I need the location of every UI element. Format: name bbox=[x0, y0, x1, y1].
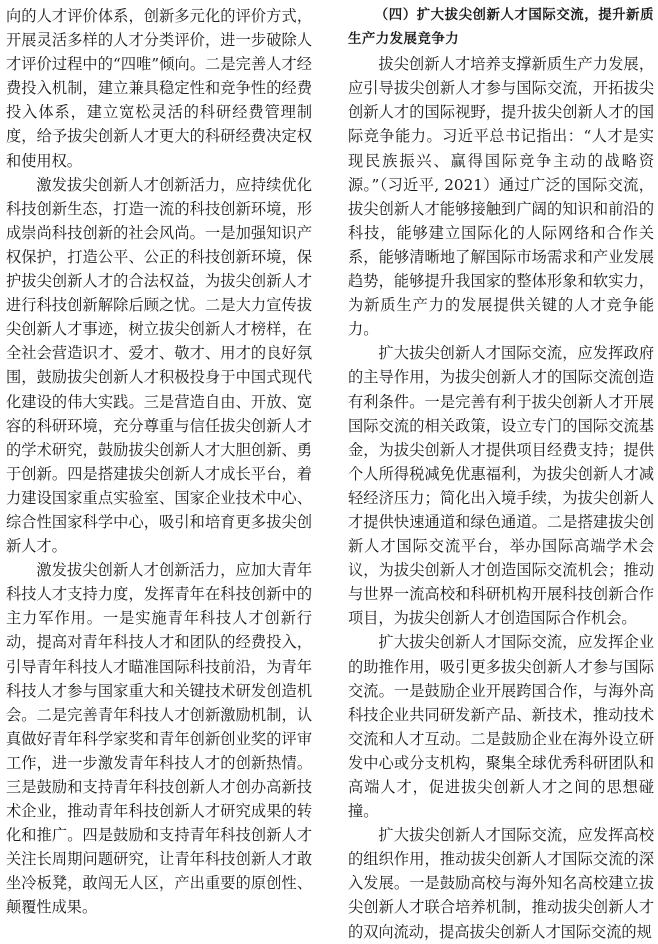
paragraph: 拔尖创新人才培养支撑新质生产力发展，应引导拔尖创新人才参与国际交流，开拓拔尖创新人才的国际视野，提升拔尖创新人才的国际竞争能力。习近平总书记指出：“人才是实现民族振兴、赢得国际竞争主动的战略资源。”（习近平, 2021）通过广泛的国际交流，拔尖创新人才能够接触到广阔的知识和前沿的科技，能够建立国际化的人际网络和合作关系，能够清晰地了解国际市场需求和产业发展趋势，能够提升我国家的整体形象和软实力，为新质生产力的发展提供关键的人才竞争能力。 bbox=[348, 55, 654, 339]
paragraph: 激发拔尖创新人才创新活力，应持续优化科技创新生态，打造一流的科技创新环境，形成崇尚科技创新的社会风尚。一是加强知识产权保护，打造公平、公正的科技创新环境，保护拔尖创新人才的合法权益，为拔尖创新人才进行科技创新解除后顾之忧。二是大力宣传拔尖创新人才事迹，树立拔尖创新人才榜样，在全社会营造识才、爱才、敬才、用才的良好氛围，鼓励拔尖创新人才积极投身于中国式现代化建设的伟大实践。三是营造自由、开放、宽容的科研环境，充分尊重与信任拔尖创新人才的学术研究，鼓励拔尖创新人才大胆创新、勇于创新。四是搭建拔尖创新人才成长平台，着力建设国家重点实验室、国家企业技术中心、综合性国家科学中心，吸引和培育更多拔尖创新人才。 bbox=[6, 175, 312, 556]
paragraph: 扩大拔尖创新人才国际交流，应发挥政府的主导作用，为拔尖创新人才的国际交流创造有利条件。一是完善有利于拔尖创新人才开展国际交流的相关政策，设立专门的国际交流基金，为拔尖创新人才提供项目经费支持；提供个人所得税减免优惠福利，为拔尖创新人才减轻经济压力；简化出入境手续，为拔尖创新人才提供快速通道和绿色通道。二是搭建拔尖创新人才国际交流平台，举办国际高端学术会议，为拔尖创新人才创造国际交流机会；推动与世界一流高校和科研机构开展科技创新合作项目，为拔尖创新人才创造国际合作机会。 bbox=[348, 344, 654, 628]
right-column bbox=[348, 4, 654, 944]
paragraph: 向的人才评价体系，创新多元化的评价方式，开展灵活多样的人才分类评价，进一步破除人才评价过程中的“四唯”倾向。二是完善人才经费投入机制，建立兼具稳定性和竞争性的经费投入体系，建立宽松灵活的科研经费管理制度，给予拔尖创新人才更大的科研经费决定权和使用权。 bbox=[6, 7, 312, 170]
paragraph: 激发拔尖创新人才创新活力，应加大青年科技人才支持力度，发挥青年在科技创新中的主力军作用。一是实施青年科技人才创新行动，提高对青年科技人才和团队的经费投入，引导青年科技人才瞄准国际科技前沿，为青年科技人才参与国家重大和关键技术研发创造机会。二是完善青年科技人才创新激励机制，认真做好青年科学家奖和青年创新创业奖的评审工作，进一步激发青年科技人才的创新热情。三是鼓励和支持青年科技创新人才创办高新技术企业，推动青年科技创新人才研究成果的转化和推广。四是鼓励和支持青年科技创新人才关注长周期问题研究，让青年科技创新人才敢坐冷板凳，敢闯无人区，产出重要的原创性、颠覆性成果。 bbox=[6, 561, 312, 917]
left-column bbox=[6, 4, 312, 920]
paragraph: 扩大拔尖创新人才国际交流，应发挥高校的组织作用，推动拔尖创新人才国际交流的深入发展。一是鼓励高校与海外知名高校建立拔尖创新人才联合培养机制，推动拔尖创新人才的双向流动，提高拔尖创新人才国际交流的规 bbox=[348, 826, 654, 941]
paragraph: 扩大拔尖创新人才国际交流，应发挥企业的助推作用，吸引更多拔尖创新人才参与国际交流。一是鼓励企业开展跨国合作，与海外高科技企业共同研发新产品、新技术，推动技术交流和人才互动。二是鼓励企业在海外设立研发中心或分支机构，聚集全球优秀科研团队和高端人才，促进拔尖创新人才之间的思想碰撞。 bbox=[348, 633, 654, 821]
section-heading: （四）扩大拔尖创新人才国际交流，提升新质生产力发展竞争力 bbox=[348, 8, 654, 48]
